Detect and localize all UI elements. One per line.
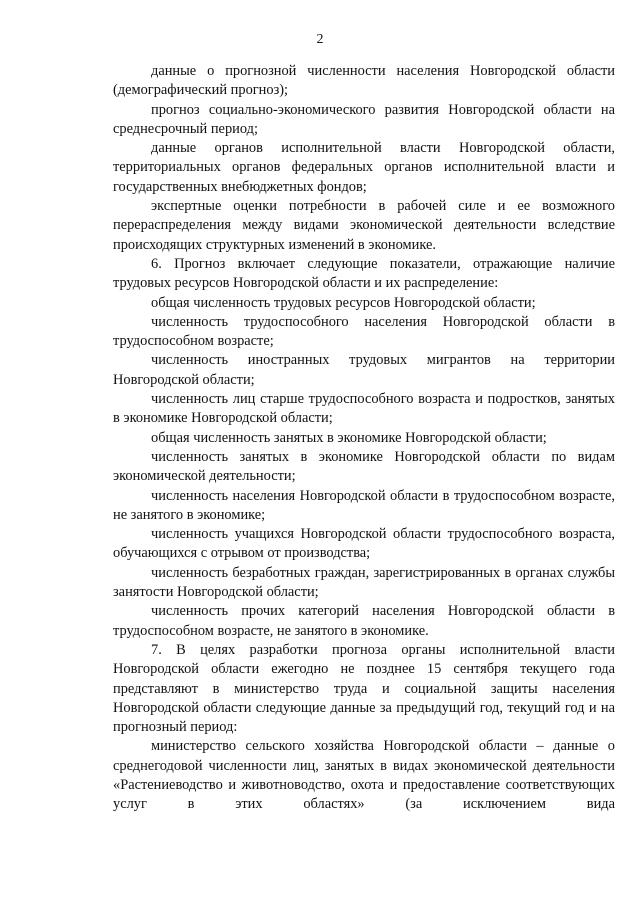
paragraph-total-labor-resources: общая численность трудовых ресурсов Новгородской области; (151, 294, 536, 311)
paragraph-clause-7: 7. В целях разработки прогноза органы исполнительной власти Новгородской области ежегодно не позднее 15 сентября текущего года представляют в министерство труда и социальной защиты населения Новгородской области следующие данные за предыдущий год, текущий год и на прогнозный период: (113, 641, 615, 736)
paragraph-not-employed-working-age: численность населения Новгородской области в трудоспособном возрасте, не занятого в экономике; (113, 487, 615, 523)
paragraph-total-employed: общая численность занятых в экономике Новгородской области; (151, 429, 547, 446)
paragraph-clause-6: 6. Прогноз включает следующие показатели, отражающие наличие трудовых ресурсов Новгородской области и их распределение: (113, 255, 615, 292)
page-number: 2 (316, 32, 324, 47)
paragraph-expert-assessments: экспертные оценки потребности в рабочей силе и ее возможного перераспределения между видами экономической деятельности вследствие происходящих структурных изменений в экономике. (113, 198, 615, 253)
paragraph-demographic-forecast: данные о прогнозной численности населения Новгородской области (демографический прогноз); (113, 63, 615, 99)
paragraph-socio-economic-forecast: прогноз социально-экономического развития Новгородской области на среднесрочный период; (113, 101, 615, 137)
paragraph-foreign-migrants: численность иностранных трудовых мигрантов на территории Новгородской области; (113, 352, 615, 388)
paragraph-other-categories: численность прочих категорий населения Новгородской области в трудоспособном возрасте, не занятого в экономике. (113, 603, 615, 639)
paragraph-elderly-and-teens-employed: численность лиц старше трудоспособного возраста и подростков, занятых в экономике Новгородской области; (113, 391, 615, 427)
paragraph-agriculture-ministry: министерство сельского хозяйства Новгородской области – данные о среднегодовой численности лиц, занятых в видах экономической деятельности «Растениеводство и животноводство, охота и предоставление соответствующих услуг в этих областях» (за исключением вида (113, 738, 615, 813)
paragraph-registered-unemployed: численность безработных граждан, зарегистрированных в органах службы занятости Новгородской области; (113, 564, 615, 601)
paragraph-executive-bodies-data: данные органов исполнительной власти Новгородской области, территориальных органов федеральных органов исполнительной власти и государственных внебюджетных фондов; (113, 140, 615, 195)
document-body (113, 62, 615, 815)
paragraph-employed-by-activity: численность занятых в экономике Новгородской области по видам экономической деятельности; (113, 448, 615, 485)
paragraph-full-time-students: численность учащихся Новгородской области трудоспособного возраста, обучающихся с отрывом от производства; (113, 526, 615, 562)
paragraph-working-age-population: численность трудоспособного населения Новгородской области в трудоспособном возрасте; (113, 313, 615, 350)
